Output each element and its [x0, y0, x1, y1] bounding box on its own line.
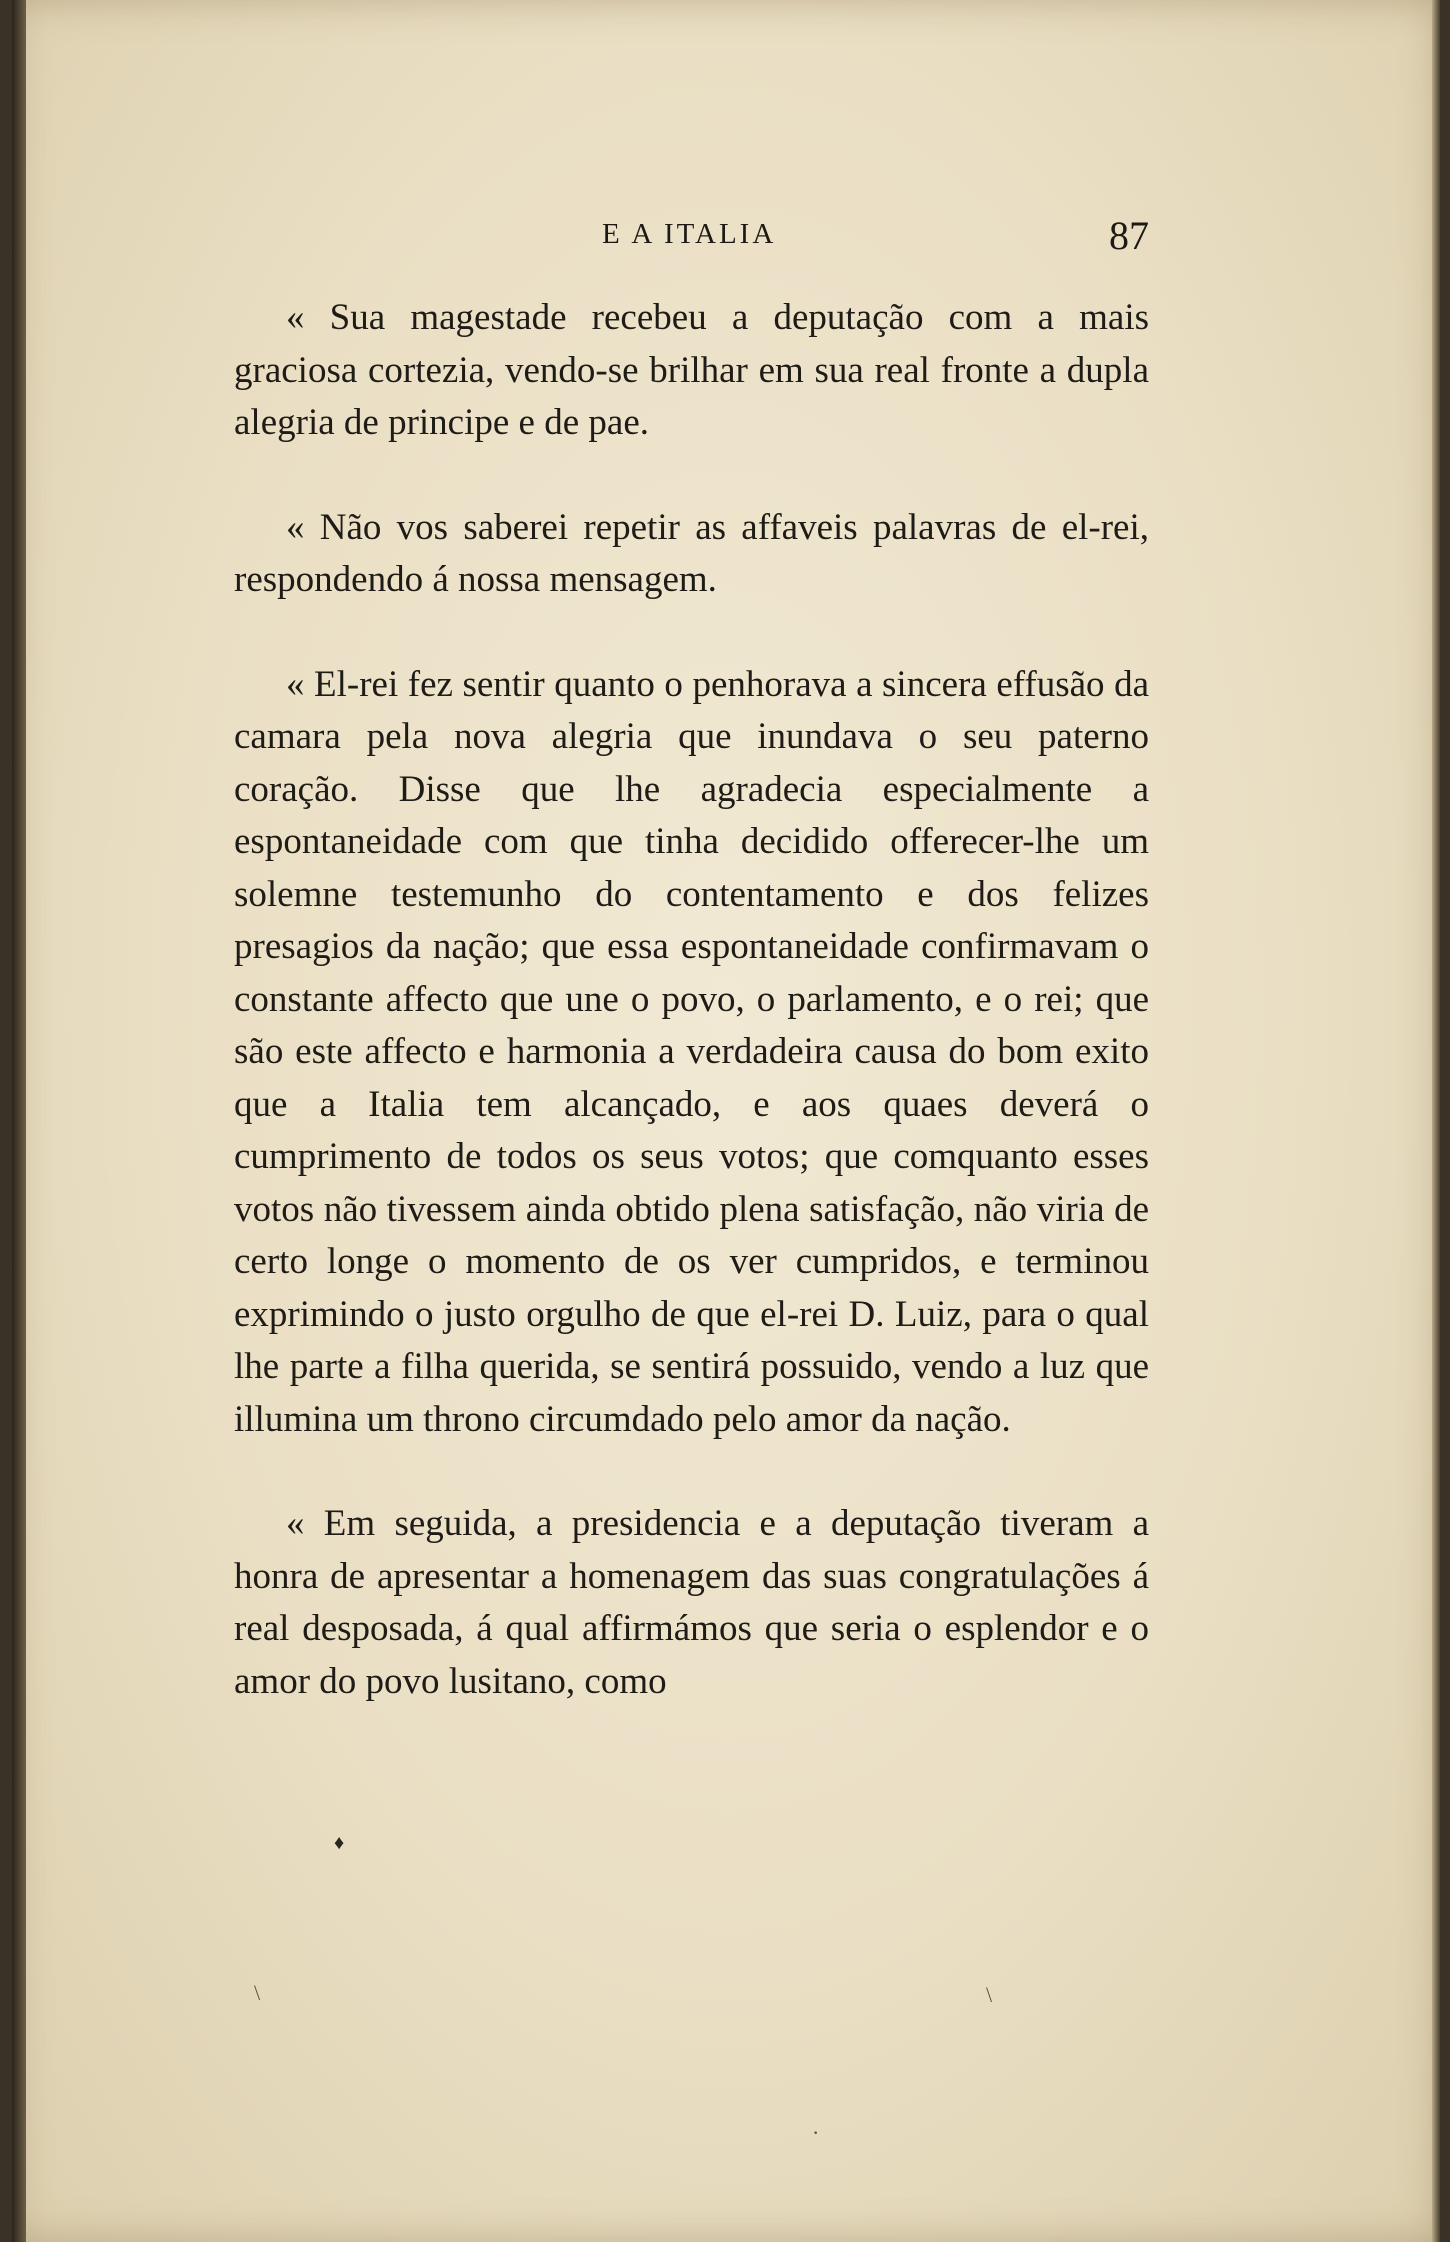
paragraph: « Em seguida, a presidencia e a deputação tiveram a honra de apresentar a homenagem das suas congratulações á real desposada, á qual affirmámos que seria o esplendor e o amor do povo lusitano, como — [234, 1503, 1149, 1702]
page-number: 87 — [1109, 213, 1149, 258]
printer-mark: ♦ — [334, 1832, 345, 1854]
ink-speck: \ — [254, 1980, 261, 2005]
paragraph: « El-rei fez sentir quanto o penhorava a sincera effusão da camara pela nova alegria que inundava o seu paterno coração. Disse que lhe agradecia especialmente a espontaneidade com que tinha decidido offerecer-lhe um solemne testemunho do contentamento e dos felizes presagios da nação; que essa espontaneidade confirmavam o constante affecto que une o povo, o parlamento, e o rei; que são este affecto e harmonia a verdadeira causa do bom exito que a Italia tem alcançado, e aos quaes deverá o cumprimento de todos os seus votos; que comquanto esses votos não tivessem ainda obtido plena satisfação, não viria de certo longe o momento de os ver cumpridos, e terminou exprimindo o justo orgulho de que el-rei D. Luiz, para o qual lhe parte a filha querida, se sentirá possuido, vendo a luz que illumina um throno circumdado pelo amor da nação. — [234, 663, 1149, 1440]
paragraph-gap — [234, 450, 1149, 502]
paragraph: « Sua magestade recebeu a deputação com a mais graciosa cortezia, vendo-se brilhar em sua real fronte a dupla alegria de principe e de pae. — [234, 297, 1149, 443]
paragraph-gap — [234, 607, 1149, 659]
paragraph: « Não vos saberei repetir as affaveis palavras de el-rei, respondendo á nossa mensagem. — [234, 506, 1149, 600]
page-right-edge — [1432, 0, 1440, 2242]
body-text — [234, 292, 1149, 1708]
page-left-edge — [12, 0, 26, 2242]
ink-speck: \ — [986, 1982, 993, 2007]
ink-speck: · — [812, 2120, 820, 2145]
paragraph-gap — [234, 1446, 1149, 1498]
page-header — [234, 212, 1149, 262]
running-head: E A ITALIA — [602, 218, 777, 250]
book-page — [12, 0, 1440, 2242]
